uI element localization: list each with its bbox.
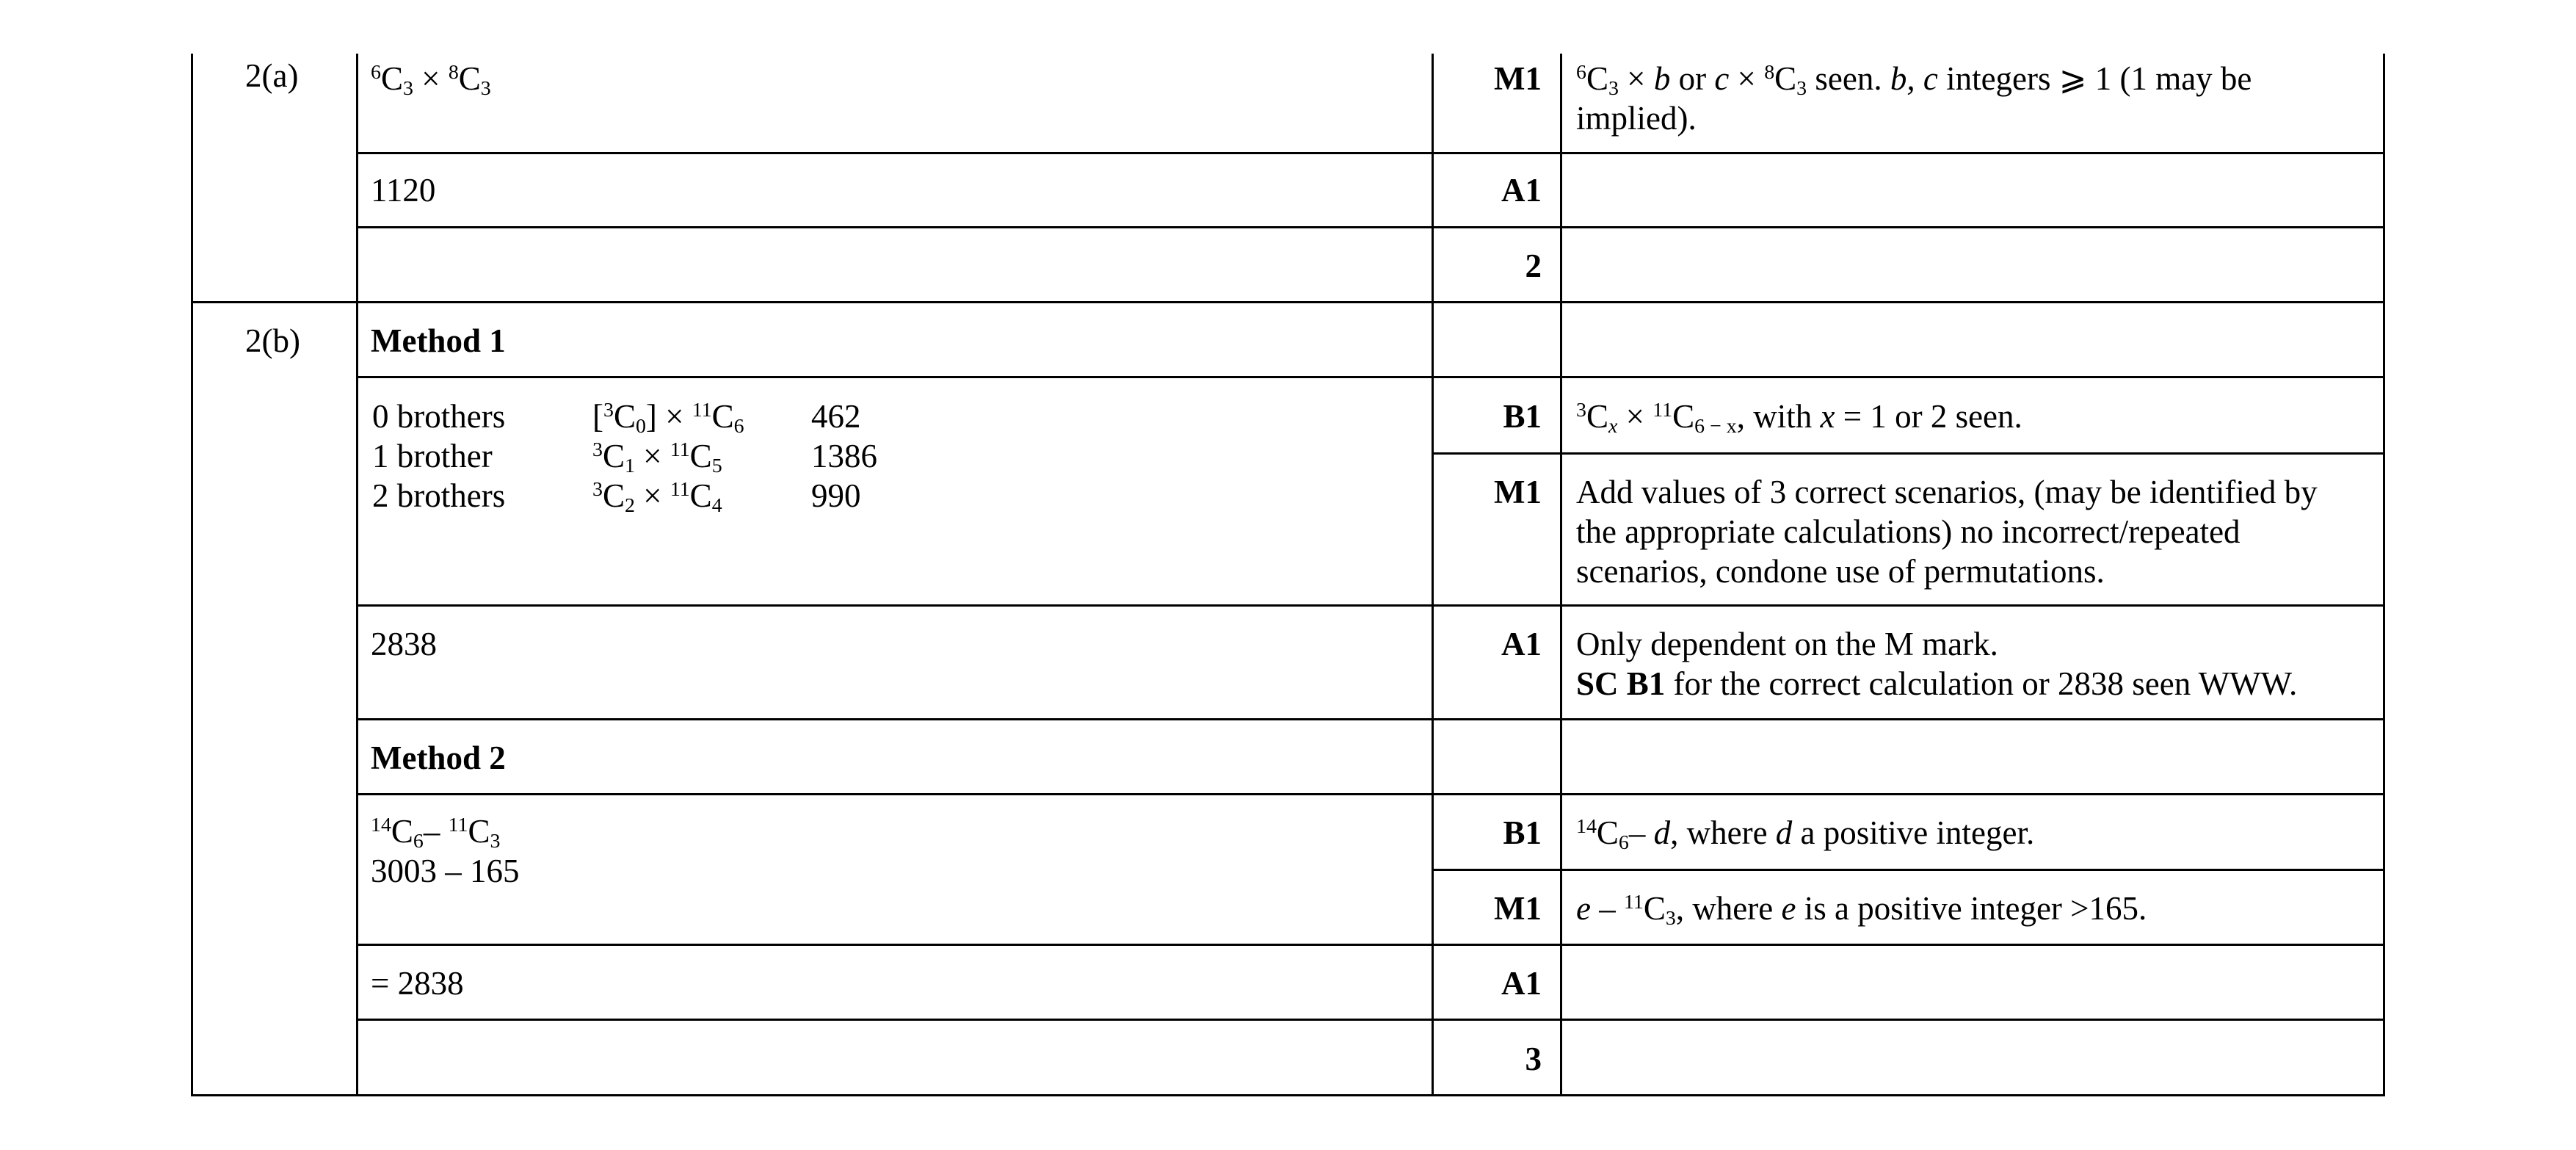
row-divider bbox=[356, 944, 2385, 946]
guidance-2a-m1: $^6C_3 \times b$ or $c \times ^8C_3$ seen. b, c integers ⩾ 1 (1 may be implied). bbox=[1576, 60, 2252, 137]
row-divider bbox=[356, 376, 2385, 378]
mark-2a-a1: A1 bbox=[1501, 172, 1542, 209]
method-2-result: = 2838 bbox=[371, 965, 464, 1002]
row-divider bbox=[356, 718, 2385, 720]
guidance-2b-m2-b1: $^{14}C_6-$ d, where d a positive integer. bbox=[1576, 814, 2035, 854]
mark-2b-total: 3 bbox=[1525, 1041, 1542, 1077]
guidance-2b-m1-m1: Add values of 3 correct scenarios, (may be identified by the appropriate calculations) no incorrect/repeated scenarios, condone use of permutations. bbox=[1576, 474, 2318, 590]
mark-2b-m2-m1: M1 bbox=[1494, 890, 1542, 927]
table-border-right bbox=[2383, 54, 2385, 1096]
answer-2a-expression: $^6C_3 \times ^8C_3$ bbox=[371, 60, 491, 100]
method-1-total: 2838 bbox=[371, 626, 437, 662]
table-border-left bbox=[191, 54, 193, 1096]
mark-scheme-table: 2(a) $^6C_3 \times ^8C_3$ M1 $^6C_3 \times b$ or $c \times ^8C_3$ seen. b, c integers ⩾ 1 (1 may be implied). 1120 A1 2 2(b) Method 1 0 brothers $[^3C_0] \times ^{11}C_6$ 462 1 brother $^3C_1 \times ^{11}C_5$ 1386 2 brothers $^3C_2 \times ^{11}C_4$ 990 B1 $^3C_x \times ^{11}C_{6 - x}$, with x = 1 or 2 seen. M1 Add values of 3 correct scenarios, (may be identified by the appropriate calculations) no incorrect/repeated scenarios, condone use of permutations. 2838 A1 Only dependent on the M mark. SC B1 for the correct calculation or 2838 seen WWW. Method 2 $^{14}C_6-$ $^{11}C_3$ 3003 – 165 B1 $^{14}C_6-$ d, where d a positive integer. M1 e – $^{11}C_3$, where e is a positive integer >165. = 2838 A1 3 bbox=[0, 0, 2576, 1150]
method-2-heading: Method 2 bbox=[371, 739, 506, 776]
question-divider bbox=[191, 301, 2385, 303]
row-divider bbox=[356, 1019, 2385, 1021]
row-divider bbox=[356, 604, 2385, 607]
mark-2a-m1: M1 bbox=[1494, 60, 1542, 97]
question-label-2a: 2(a) bbox=[245, 57, 299, 94]
column-divider-guidance bbox=[1560, 54, 1562, 1096]
row-divider bbox=[1432, 452, 2385, 455]
mark-2b-m1-m1: M1 bbox=[1494, 474, 1542, 510]
mark-2b-m2-b1: B1 bbox=[1503, 814, 1542, 851]
guidance-2b-m2-m1: e – $^{11}C_3$, where e is a positive integer >165. bbox=[1576, 890, 2147, 930]
row-divider bbox=[1432, 869, 2385, 871]
mark-2a-total: 2 bbox=[1525, 247, 1542, 284]
answer-2a-value: 1120 bbox=[371, 172, 436, 209]
method-1-heading: Method 1 bbox=[371, 322, 506, 359]
table-border-bottom bbox=[191, 1094, 2385, 1096]
row-divider bbox=[356, 793, 2385, 795]
row-divider bbox=[356, 226, 2385, 228]
column-divider-marks bbox=[1432, 54, 1434, 1096]
mark-2b-m1-a1: A1 bbox=[1501, 626, 1542, 662]
mark-2b-m1-b1: B1 bbox=[1503, 398, 1542, 435]
row-divider bbox=[356, 152, 2385, 154]
question-label-2b: 2(b) bbox=[245, 322, 300, 359]
guidance-2b-m1-b1: $^3C_x \times ^{11}C_{6 - x}$, with x = 1 or 2 seen. bbox=[1576, 398, 2022, 438]
mark-2b-m2-a1: A1 bbox=[1501, 965, 1542, 1002]
column-divider-answer bbox=[356, 54, 358, 1096]
method-2-working: $^{14}C_6-$ $^{11}C_3$ 3003 – 165 bbox=[371, 813, 520, 889]
guidance-2b-m1-a1: Only dependent on the M mark. SC B1 for the correct calculation or 2838 seen WWW. bbox=[1576, 626, 2298, 702]
